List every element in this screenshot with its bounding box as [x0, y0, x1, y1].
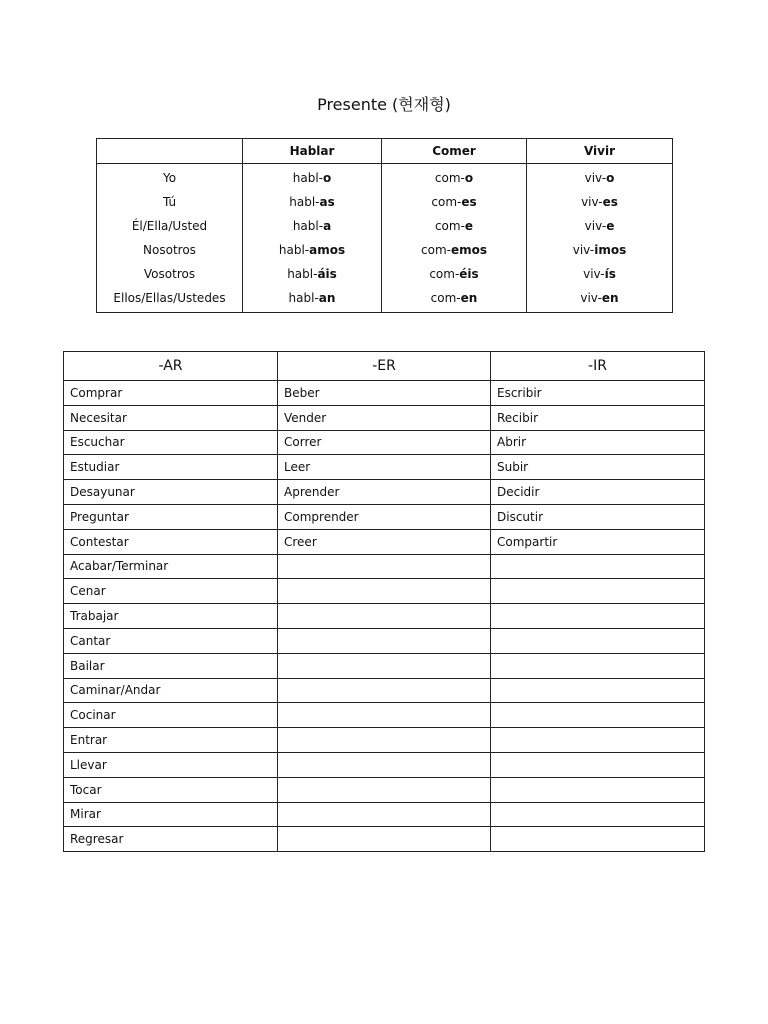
verb-list-row — [64, 802, 705, 827]
verb-cell-ar: Desayunar — [64, 480, 278, 505]
pronoun-cell: Tú — [97, 190, 243, 214]
verb-cell-er — [278, 628, 491, 653]
conjugation-cell — [382, 214, 527, 238]
verb-cell-ar: Preguntar — [64, 504, 278, 529]
conjugation-header-empty — [97, 139, 243, 164]
conjugation-header-row — [97, 139, 673, 164]
verb-list-row — [64, 703, 705, 728]
conjugation-cell — [527, 262, 673, 286]
verb-stem: habl- — [288, 291, 319, 305]
verb-cell-ir — [491, 752, 705, 777]
verb-ending: ís — [604, 267, 616, 281]
verb-cell-er — [278, 752, 491, 777]
verb-stem: viv- — [581, 195, 603, 209]
verb-stem: habl- — [289, 195, 320, 209]
conjugation-row — [97, 214, 673, 238]
verb-cell-er — [278, 777, 491, 802]
verb-list-row — [64, 579, 705, 604]
verb-list-table — [63, 351, 705, 852]
verb-cell-ir: Decidir — [491, 480, 705, 505]
verb-list-body — [64, 381, 705, 852]
verb-stem: viv- — [583, 267, 605, 281]
verb-list-row — [64, 430, 705, 455]
verb-cell-ir: Escribir — [491, 381, 705, 406]
verb-ending: o — [323, 171, 332, 185]
verb-ending: imos — [594, 243, 627, 257]
verb-stem: com- — [421, 243, 451, 257]
conjugation-cell — [243, 238, 382, 262]
conjugation-table — [96, 138, 673, 313]
verb-cell-ar: Llevar — [64, 752, 278, 777]
verb-cell-er: Vender — [278, 405, 491, 430]
conjugation-header-comer: Comer — [382, 139, 527, 164]
verb-stem: viv- — [584, 171, 607, 185]
verb-cell-ir — [491, 802, 705, 827]
verb-list-row — [64, 728, 705, 753]
verb-cell-ar: Regresar — [64, 827, 278, 852]
verb-stem: com- — [434, 219, 465, 233]
verb-cell-ar: Acabar/Terminar — [64, 554, 278, 579]
verb-ending: an — [318, 291, 336, 305]
verb-cell-er — [278, 703, 491, 728]
verb-stem: viv- — [580, 291, 602, 305]
verb-cell-ar: Cocinar — [64, 703, 278, 728]
verb-cell-ir — [491, 554, 705, 579]
verb-list-row — [64, 405, 705, 430]
verb-ending: en — [460, 291, 478, 305]
verb-list-header-er: -ER — [278, 352, 491, 381]
conjugation-header-hablar: Hablar — [243, 139, 382, 164]
verb-cell-ar: Mirar — [64, 802, 278, 827]
verb-cell-er: Leer — [278, 455, 491, 480]
pronoun-cell: Nosotros — [97, 238, 243, 262]
verb-list-row — [64, 628, 705, 653]
verb-stem: habl- — [278, 243, 310, 257]
verb-cell-ar: Bailar — [64, 653, 278, 678]
verb-list-header-ar: -AR — [64, 352, 278, 381]
verb-cell-er — [278, 554, 491, 579]
verb-cell-er: Aprender — [278, 480, 491, 505]
conjugation-cell — [382, 286, 527, 313]
verb-cell-ar: Cantar — [64, 628, 278, 653]
conjugation-row — [97, 286, 673, 313]
verb-cell-er — [278, 579, 491, 604]
verb-cell-ir: Abrir — [491, 430, 705, 455]
verb-cell-ir: Compartir — [491, 529, 705, 554]
verb-ending: áis — [317, 267, 337, 281]
conjugation-row — [97, 262, 673, 286]
verb-list-row — [64, 777, 705, 802]
verb-list-row — [64, 678, 705, 703]
verb-stem: com- — [430, 291, 461, 305]
pronoun-cell: Ellos/Ellas/Ustedes — [97, 286, 243, 313]
verb-ending: es — [461, 195, 477, 209]
verb-cell-er: Beber — [278, 381, 491, 406]
verb-cell-ar: Estudiar — [64, 455, 278, 480]
verb-list-row — [64, 752, 705, 777]
verb-list-row — [64, 381, 705, 406]
conjugation-cell — [527, 214, 673, 238]
verb-cell-er — [278, 653, 491, 678]
verb-cell-ar: Contestar — [64, 529, 278, 554]
verb-cell-ir — [491, 728, 705, 753]
verb-cell-ar: Cenar — [64, 579, 278, 604]
verb-list-row — [64, 827, 705, 852]
verb-stem: viv- — [572, 243, 595, 257]
verb-cell-er — [278, 802, 491, 827]
verb-list-row — [64, 604, 705, 629]
conjugation-header-vivir: Vivir — [527, 139, 673, 164]
verb-cell-ir — [491, 653, 705, 678]
verb-ending: as — [319, 195, 335, 209]
conjugation-cell — [243, 164, 382, 191]
conjugation-cell — [243, 286, 382, 313]
verb-cell-er: Creer — [278, 529, 491, 554]
verb-ending: e — [606, 219, 615, 233]
verb-cell-ir — [491, 628, 705, 653]
verb-list-row — [64, 480, 705, 505]
verb-cell-ir — [491, 703, 705, 728]
verb-stem: habl- — [292, 219, 324, 233]
verb-list-row — [64, 653, 705, 678]
conjugation-row — [97, 164, 673, 191]
conjugation-cell — [382, 238, 527, 262]
verb-ending: a — [323, 219, 332, 233]
verb-cell-ir — [491, 678, 705, 703]
verb-stem: com- — [429, 267, 460, 281]
verb-ending: amos — [309, 243, 346, 257]
conjugation-cell — [243, 262, 382, 286]
conjugation-cell — [382, 262, 527, 286]
verb-cell-ir: Subir — [491, 455, 705, 480]
verb-list-row — [64, 504, 705, 529]
verb-stem: habl- — [287, 267, 318, 281]
verb-cell-er — [278, 604, 491, 629]
verb-cell-ar: Comprar — [64, 381, 278, 406]
verb-stem: viv- — [584, 219, 607, 233]
verb-cell-ar: Trabajar — [64, 604, 278, 629]
verb-cell-ir — [491, 579, 705, 604]
pronoun-cell: Yo — [97, 164, 243, 191]
conjugation-cell — [382, 190, 527, 214]
verb-cell-er: Correr — [278, 430, 491, 455]
verb-cell-er — [278, 827, 491, 852]
conjugation-cell — [527, 164, 673, 191]
verb-ending: éis — [459, 267, 479, 281]
verb-list-row — [64, 455, 705, 480]
verb-cell-ar: Escuchar — [64, 430, 278, 455]
conjugation-cell — [382, 164, 527, 191]
verb-ending: emos — [450, 243, 487, 257]
conjugation-cell — [527, 238, 673, 262]
verb-ending: es — [602, 195, 618, 209]
verb-list-row — [64, 554, 705, 579]
conjugation-cell — [527, 190, 673, 214]
verb-ending: o — [464, 171, 474, 185]
verb-cell-ir: Recibir — [491, 405, 705, 430]
verb-cell-ar: Caminar/Andar — [64, 678, 278, 703]
verb-cell-ar: Tocar — [64, 777, 278, 802]
verb-cell-er — [278, 678, 491, 703]
verb-list-row — [64, 529, 705, 554]
verb-ending: o — [606, 171, 615, 185]
verb-stem: com- — [434, 171, 465, 185]
verb-cell-er: Comprender — [278, 504, 491, 529]
verb-cell-ir — [491, 777, 705, 802]
verb-list-header-ir: -IR — [491, 352, 705, 381]
verb-cell-er — [278, 728, 491, 753]
verb-cell-ir — [491, 604, 705, 629]
verb-cell-ar: Entrar — [64, 728, 278, 753]
pronoun-cell: Él/Ella/Usted — [97, 214, 243, 238]
verb-stem: com- — [431, 195, 462, 209]
verb-ending: e — [464, 219, 474, 233]
verb-list-header-row — [64, 352, 705, 381]
conjugation-cell — [527, 286, 673, 313]
verb-cell-ar: Necesitar — [64, 405, 278, 430]
conjugation-cell — [243, 190, 382, 214]
pronoun-cell: Vosotros — [97, 262, 243, 286]
verb-stem: habl- — [292, 171, 323, 185]
conjugation-body — [97, 164, 673, 313]
conjugation-row — [97, 190, 673, 214]
verb-cell-ir: Discutir — [491, 504, 705, 529]
conjugation-cell — [243, 214, 382, 238]
verb-cell-ir — [491, 827, 705, 852]
page-title: Presente (현재형) — [317, 95, 451, 114]
conjugation-row — [97, 238, 673, 262]
verb-ending: en — [601, 291, 619, 305]
